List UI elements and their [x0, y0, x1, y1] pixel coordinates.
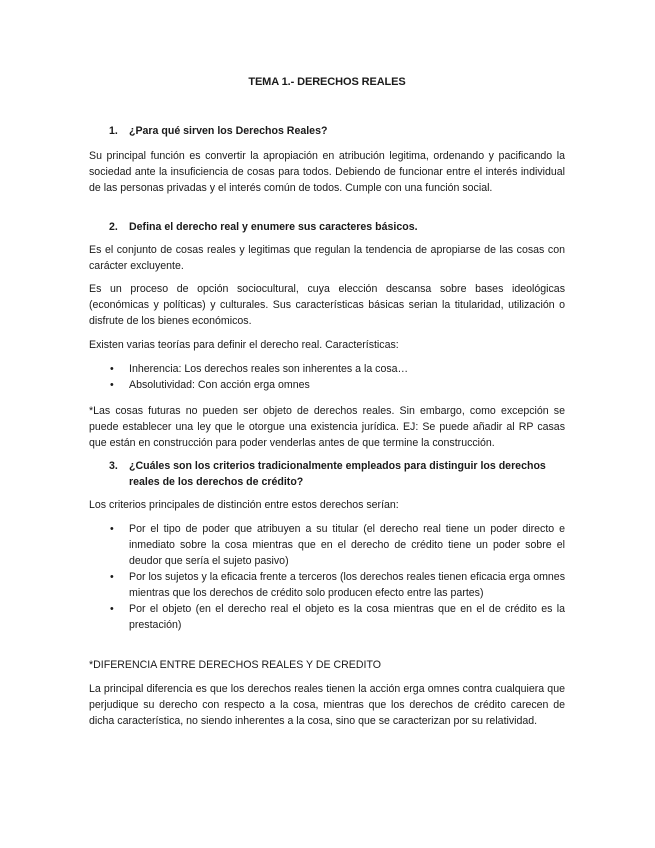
- document-title: TEMA 1.- DERECHOS REALES: [248, 76, 406, 88]
- question-3-number: 3.: [109, 460, 118, 472]
- question-1-number: 1.: [109, 125, 118, 137]
- bullet-list-criteria: [89, 521, 565, 633]
- paragraph-1: Su principal función es convertir la apropiación en atribución legitima, ordenando y pacificando la sociedad ante la insuficiencia de cosas para todos. Debiendo de funcionar entre el interés individual de las personas privadas y el interés común de todos. Cumple con una función social.: [89, 150, 565, 194]
- paragraph-7: La principal diferencia es que los derechos reales tienen la acción erga omnes contra cualquiera que perjudique su derecho con respecto a la cosa, mientras que los derechos de crédito carecen de dicha característica, no siendo inherentes a la cosa, sino que se caracterizan por su relatividad.: [89, 683, 565, 727]
- question-2-text: Defina el derecho real y enumere sus caracteres básicos.: [129, 221, 418, 233]
- paragraph-2: Es el conjunto de cosas reales y legitimas que regulan la tendencia de apropiarse de las cosas con carácter excluyente.: [89, 244, 565, 272]
- question-3-text: ¿Cuáles son los criterios tradicionalmente empleados para distinguir los derechos reales de los derechos de crédito?: [129, 460, 546, 488]
- question-2-heading: [109, 219, 418, 235]
- question-1-text: ¿Para qué sirven los Derechos Reales?: [129, 125, 328, 137]
- bullet-list-characteristics: [89, 361, 565, 393]
- paragraph-5: *Las cosas futuras no pueden ser objeto de derechos reales. Sin embargo, como excepción se puede establecer una ley que le otorgue una existencia jurídica. EJ: Se puede añadir al RP casas que están en construcción para poder venderlas antes de que termine la construcción.: [89, 405, 565, 449]
- question-1-heading: [109, 123, 328, 139]
- list-item: • Por los sujetos y la eficacia frente a terceros (los derechos reales tienen eficacia erga omnes mientras que los derechos de crédito solo producen efecto entre las partes): [110, 571, 565, 599]
- paragraph-6: Los criterios principales de distinción entre estos derechos serían:: [89, 499, 399, 511]
- list-item: • Inherencia: Los derechos reales son inherentes a la cosa…: [110, 363, 409, 375]
- paragraph-3: Es un proceso de opción sociocultural, cuya elección descansa sobre bases ideológicas (económicas y políticas) y culturales. Sus características básicas serian la titularidad, utilización o disfrute de los bienes económicos.: [89, 283, 565, 327]
- list-item: • Por el tipo de poder que atribuyen a su titular (el derecho real tiene un poder directo e inmediato sobre la cosa mientras que en el derecho de crédito tiene un poder sobre el deudor que sería el sujeto pasivo): [110, 523, 565, 567]
- question-3-heading: [109, 458, 565, 490]
- paragraph-4: Existen varias teorías para definir el derecho real. Características:: [89, 339, 399, 351]
- list-item: • Por el objeto (en el derecho real el objeto es la cosa mientras que en el de crédito es la prestación): [110, 603, 565, 631]
- section-subheading: *DIFERENCIA ENTRE DERECHOS REALES Y DE CREDITO: [89, 659, 381, 671]
- list-item: • Absolutividad: Con acción erga omnes: [110, 379, 310, 391]
- question-2-number: 2.: [109, 221, 118, 233]
